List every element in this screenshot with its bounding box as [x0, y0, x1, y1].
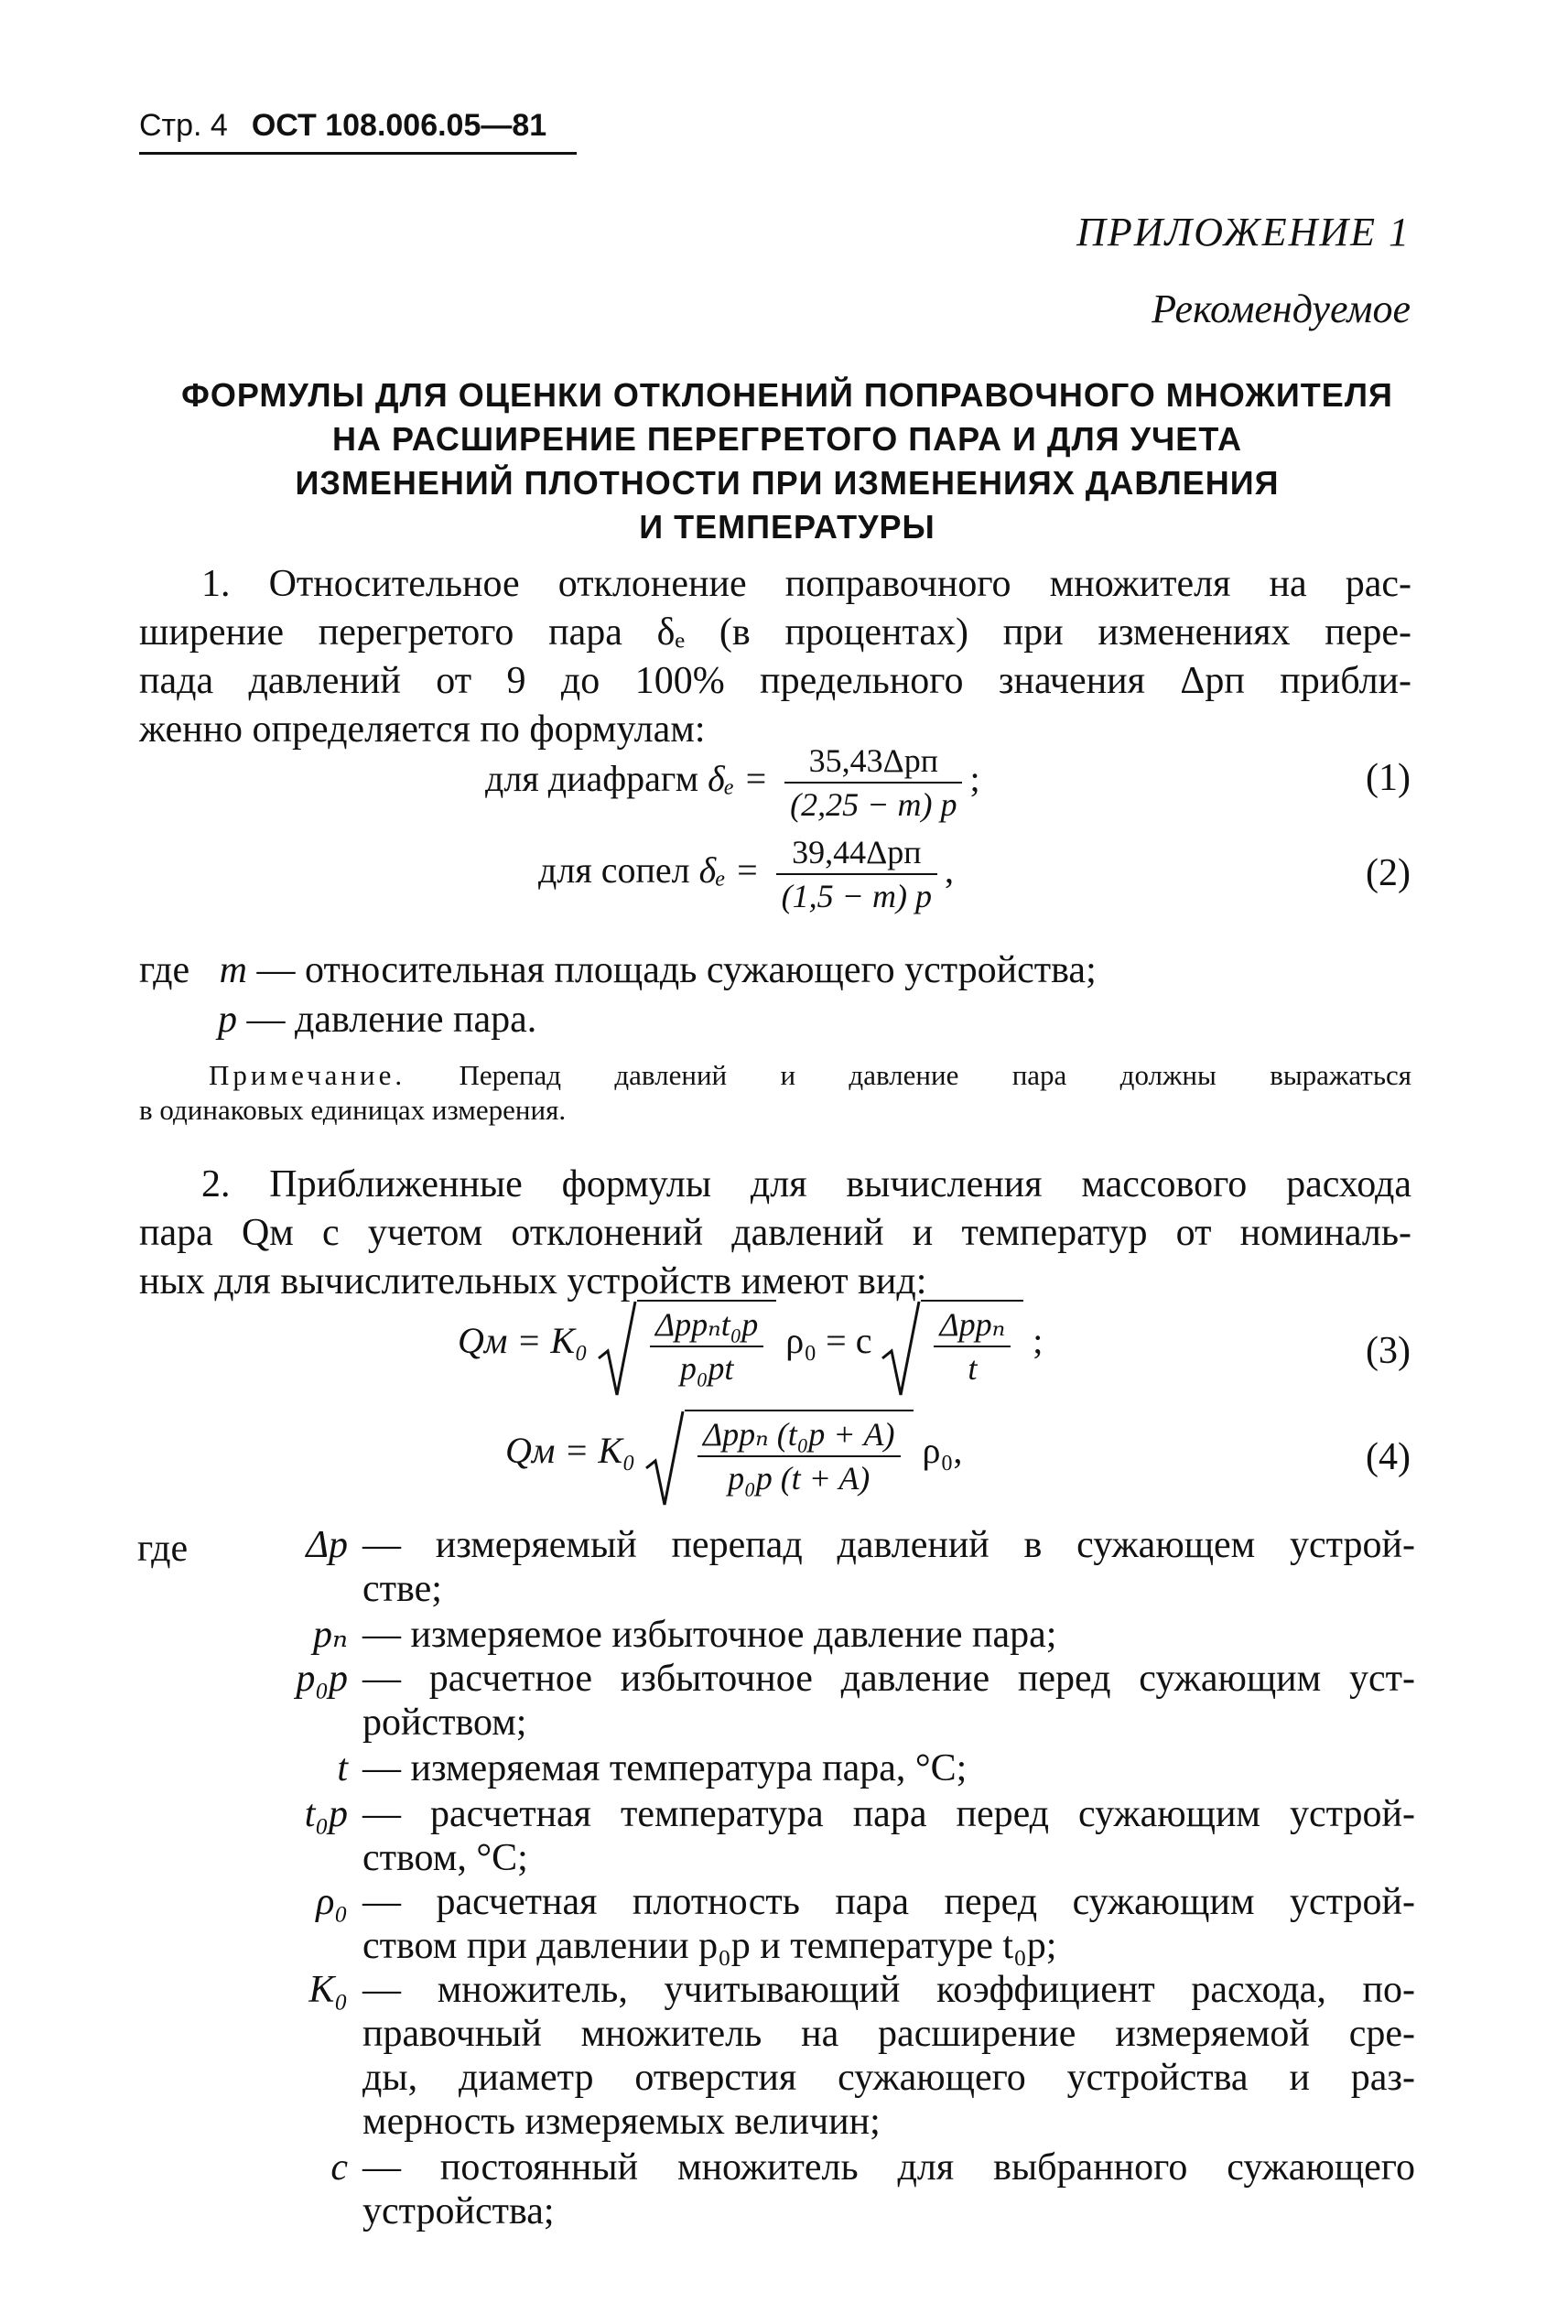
definition-line: — множитель, учитывающий коэффициент расхода, по- [362, 1969, 1415, 2011]
definition-text [362, 1792, 1415, 1880]
formula-fraction [784, 740, 962, 826]
formula-number: (2) [1366, 852, 1411, 894]
definition-symbol: c [330, 2146, 348, 2189]
radical-sign [644, 1410, 685, 1510]
note-label: Примечание. [209, 1059, 406, 1091]
fraction-numerator: Δpрₙ (t₀р + A) [697, 1413, 901, 1457]
note-text: Перепад давлений и давление пара должны выражаться [459, 1059, 1411, 1091]
paragraph-line: 2. Приближенные формулы для вычисления массового расхода [201, 1163, 1411, 1205]
definition-line: ством при давлении p₀р и температуре t₀р; [362, 1925, 1057, 1967]
paragraph-line: женно определяется по формулам: [139, 708, 706, 751]
fraction-denominator: t [968, 1350, 978, 1387]
formula-fraction [697, 1413, 901, 1499]
formula-fraction [650, 1303, 763, 1389]
where-block-1 [139, 946, 1097, 995]
paragraph-line: пада давлений от 9 до 100% предельного значения Δpп прибли- [139, 660, 1411, 702]
definition-text [362, 1880, 1415, 1968]
page-header [139, 108, 546, 144]
definition-line: — измеряемое избыточное давление пара; [362, 1614, 1057, 1656]
definition-line: — измеряемый перепад давлений в сужающем устрой- [362, 1524, 1415, 1566]
definition-line: — расчетное избыточное давление перед сужающим уст- [362, 1658, 1415, 1700]
formula-4 [505, 1410, 962, 1499]
formula-number: (4) [1366, 1436, 1411, 1478]
definition-text [362, 2146, 1415, 2233]
page-number: Стр. 4 [139, 108, 228, 143]
formula-1 [485, 740, 980, 826]
title-line: И ТЕМПЕРАТУРЫ [639, 508, 935, 546]
definition-symbol: t₀р [304, 1793, 348, 1835]
definition-line: ды, диаметр отверстия сужающего устройства и раз- [362, 2057, 1415, 2099]
symbol-m: m [219, 949, 247, 991]
definition-symbol: ρ₀ [316, 1881, 348, 1923]
definition-text [362, 1746, 1415, 1790]
symbol-p: p [218, 999, 237, 1041]
fraction-denominator: (2,25 − m) p [790, 786, 957, 823]
title-line: НА РАСШИРЕНИЕ ПЕРЕГРЕТОГО ПАРА И ДЛЯ УЧЕТА [331, 420, 1243, 458]
symbol-m-definition: — относительная площадь сужающего устройства; [256, 949, 1097, 991]
where-block-1b [218, 996, 536, 1044]
formula-tail: ρ₀, [922, 1430, 963, 1472]
fraction-denominator: p₀рt [679, 1350, 734, 1387]
definition-line: правочный множитель на расширение измеряемой сре- [362, 2013, 1415, 2055]
fraction-denominator: p₀р (t + A) [728, 1460, 871, 1497]
definition-line: устройства; [362, 2190, 555, 2232]
formula-2 [538, 831, 954, 917]
definition-text [362, 1613, 1415, 1657]
paragraph-1 [139, 560, 1411, 754]
appendix-label: ПРИЛОЖЕНИЕ 1 [1076, 210, 1411, 254]
fraction-numerator: 39,44Δpп [776, 831, 937, 875]
definition-symbol: t [337, 1747, 348, 1789]
square-root [597, 1300, 776, 1389]
appendix-status: Рекомендуемое [1152, 286, 1411, 331]
paragraph-line: 1. Относительное отклонение поправочного множителя на рас- [201, 563, 1411, 605]
radicand [921, 1300, 1023, 1389]
note-block [139, 1058, 1411, 1128]
formula-lhs: δₑ = [698, 849, 760, 892]
formula-middle: ρ₀ = c [785, 1320, 872, 1362]
definition-text [362, 1657, 1415, 1745]
paragraph-line: пара Qм с учетом отклонений давлений и температур от номиналь- [139, 1212, 1411, 1254]
formula-number: (3) [1366, 1330, 1411, 1372]
definition-symbol: pₙ [312, 1614, 348, 1656]
where-lead: где [139, 949, 190, 991]
symbol-p-definition: — давление пара. [246, 999, 537, 1041]
formula-lhs: Qм = K₀ [505, 1430, 635, 1472]
formula-fraction [776, 831, 937, 917]
paragraph-2 [139, 1161, 1411, 1306]
section-title [119, 373, 1455, 549]
title-line: ИЗМЕНЕНИЙ ПЛОТНОСТИ ПРИ ИЗМЕНЕНИЯХ ДАВЛЕНИЯ [295, 464, 1280, 502]
definition-line: ством, °С; [362, 1837, 528, 1879]
formula-punct: ; [1033, 1320, 1044, 1362]
definition-text [362, 1968, 1415, 2144]
square-root [644, 1410, 914, 1499]
formula-3 [458, 1300, 1043, 1389]
where-lead-2: где [137, 1528, 189, 1570]
note-line [139, 1058, 1411, 1093]
definition-line: — измеряемая температура пара, °С; [362, 1747, 968, 1789]
definition-line: ройством; [362, 1702, 527, 1744]
definition-line: мерность измеряемых величин; [362, 2101, 881, 2143]
radicand [685, 1410, 914, 1499]
formula-label: для сопел [538, 849, 690, 892]
formula-lhs: δₑ = [708, 758, 769, 800]
square-root [881, 1300, 1023, 1389]
radicand [637, 1300, 776, 1389]
definition-symbol: K₀ [308, 1969, 348, 2011]
paragraph-line: ных для вычислительных устройств имеют вид: [139, 1260, 927, 1303]
fraction-numerator: Δpрₙt₀р [650, 1303, 763, 1347]
header-underline [139, 152, 577, 155]
formula-lhs: Qм = K₀ [458, 1320, 588, 1362]
radical-sign [881, 1300, 921, 1400]
note-line: в одинаковых единицах измерения. [139, 1094, 567, 1126]
definition-line: стве; [362, 1568, 442, 1610]
definition-line: — расчетная плотность пара перед сужающим устрой- [362, 1881, 1415, 1923]
definition-text [362, 1523, 1415, 1611]
standard-code: ОСТ 108.006.05—81 [251, 108, 547, 143]
formula-punct: ; [969, 758, 980, 800]
formula-punct: , [944, 849, 954, 892]
definition-symbol: Δp [306, 1524, 348, 1566]
formula-number: (1) [1366, 757, 1411, 799]
formula-label: для диафрагм [485, 758, 699, 800]
title-line: ФОРМУЛЫ ДЛЯ ОЦЕНКИ ОТКЛОНЕНИЙ ПОПРАВОЧНОГО МНОЖИТЕЛЯ [181, 376, 1393, 414]
radical-sign [597, 1300, 637, 1400]
fraction-denominator: (1,5 − m) p [781, 878, 932, 914]
definition-symbol: p₀р [296, 1658, 348, 1700]
fraction-numerator: 35,43Δpп [784, 740, 962, 784]
formula-fraction [934, 1303, 1011, 1389]
definition-line: — постоянный множитель для выбранного сужающего [362, 2146, 1415, 2189]
fraction-numerator: Δpрₙ [934, 1303, 1011, 1347]
paragraph-line: ширение перегретого пара δₑ (в процентах) при изменениях пере- [139, 611, 1411, 654]
definition-line: — расчетная температура пара перед сужающим устрой- [362, 1793, 1415, 1835]
